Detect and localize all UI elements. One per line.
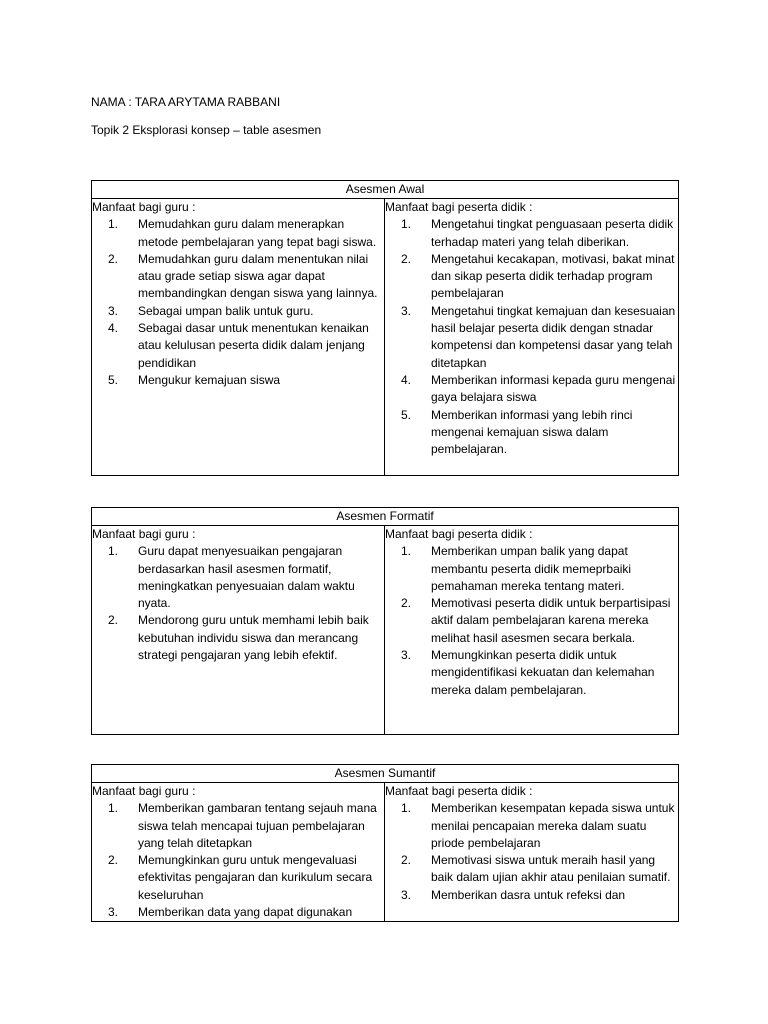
item-text: Sebagai dasar untuk menentukan kenaikan atau kelulusan peserta didik dalam jenjang pendidikan — [138, 321, 369, 370]
item-number: 4. — [108, 321, 119, 336]
table-title: Asesmen Formatif — [92, 508, 679, 526]
list-item — [92, 216, 384, 251]
benefit-list — [385, 543, 678, 699]
table-asesmen-formatif — [91, 507, 679, 735]
list-item — [385, 543, 678, 595]
list-item — [385, 407, 678, 459]
list-item — [385, 216, 678, 251]
item-number: 5. — [108, 372, 119, 387]
list-item — [92, 543, 384, 612]
list-item — [92, 320, 384, 372]
list-item — [92, 852, 384, 904]
benefit-list — [385, 216, 678, 458]
list-item — [385, 647, 678, 699]
item-text: Memberikan informasi yang lebih rinci mengenai kemajuan siswa dalam pembelajaran. — [431, 407, 633, 457]
table-asesmen-awal — [91, 180, 679, 476]
list-item — [385, 852, 678, 887]
item-number: 1. — [401, 217, 412, 232]
benefit-list — [92, 800, 384, 921]
column-heading: Manfaat bagi guru : — [92, 784, 196, 798]
list-item — [385, 595, 678, 647]
item-number: 3. — [401, 887, 412, 902]
benefit-list — [92, 543, 384, 664]
table-title: Asesmen Awal — [92, 181, 679, 199]
item-number: 3. — [108, 303, 119, 318]
item-text: Memberikan data yang dapat digunakan — [138, 905, 353, 920]
list-item — [385, 372, 678, 407]
item-number: 2. — [401, 853, 412, 868]
guru-column — [92, 199, 385, 476]
item-text: Memberikan gambaran tentang sejauh mana siswa telah mencapai tujuan pembelajaran yang telah ditetapkan — [138, 801, 377, 850]
item-number: 2. — [401, 596, 412, 611]
column-heading: Manfaat bagi guru : — [92, 200, 196, 214]
item-number: 1. — [401, 544, 412, 559]
list-item — [92, 800, 384, 852]
table-title: Asesmen Sumantif — [92, 765, 679, 783]
item-text: Mengetahui kecakapan, motivasi, bakat minat dan sikap peserta didik terhadap program pembelajaran — [431, 251, 675, 301]
item-number: 2. — [108, 853, 119, 868]
item-text: Mengetahui tingkat penguasaan peserta didik terhadap materi yang telah diberikan. — [431, 217, 674, 249]
item-number: 3. — [401, 648, 412, 663]
item-number: 2. — [401, 251, 412, 266]
item-text: Guru dapat menyesuaikan pengajaran berdasarkan hasil asesmen formatif, meningkatkan penyesuaian dalam waktu nyata. — [138, 544, 355, 611]
item-text: Memungkinkan peserta didik untuk mengidentifikasi kekuatan dan kelemahan mereka dalam pembelajaran. — [431, 648, 655, 697]
item-text: Memberikan dasra untuk refeksi dan — [431, 887, 626, 902]
item-number: 1. — [108, 544, 119, 559]
column-heading: Manfaat bagi peserta didik : — [385, 527, 533, 541]
item-text: Mengetahui tingkat kemajuan dan kesesuaian hasil belajar peserta didik dengan stnadar kompetensi dan kompetensi dasar yang telah ditetapkan — [431, 303, 676, 370]
siswa-column — [385, 199, 679, 476]
student-name: NAMA : TARA ARYTAMA RABBANI — [91, 95, 281, 109]
list-item — [385, 303, 678, 372]
item-number: 1. — [401, 801, 412, 816]
item-number: 1. — [108, 801, 119, 816]
item-text: Memungkinkan guru untuk mengevaluasi efektivitas pengajaran dan kurikulum secara keseluruhan — [138, 853, 373, 902]
list-item — [92, 303, 384, 320]
item-number: 4. — [401, 372, 412, 387]
item-number: 3. — [401, 303, 412, 318]
item-number: 1. — [108, 217, 119, 232]
column-heading: Manfaat bagi guru : — [92, 527, 196, 541]
benefit-list — [92, 216, 384, 389]
column-heading: Manfaat bagi peserta didik : — [385, 200, 533, 214]
list-item — [92, 251, 384, 303]
list-item — [92, 372, 384, 389]
table-asesmen-sumatif — [91, 764, 679, 922]
topic-title: Topik 2 Eksplorasi konsep – table asesmen — [91, 123, 322, 137]
item-number: 2. — [108, 251, 119, 266]
benefit-list — [385, 800, 678, 904]
item-text: Mengukur kemajuan siswa — [138, 372, 281, 387]
list-item — [385, 887, 678, 904]
item-text: Memotivasi peserta didik untuk berpartisipasi aktif dalam pembelajaran karena mereka melihat hasil asesmen secara berkala. — [431, 596, 671, 645]
item-text: Memudahkan guru dalam menerapkan metode pembelajaran yang tepat bagi siswa. — [138, 217, 377, 249]
siswa-column — [385, 783, 679, 922]
item-text: Memberikan kesempatan kepada siswa untuk menilai pencapaian mereka dalam suatu priode pembelajaran — [431, 801, 675, 850]
item-text: Memberikan informasi kepada guru mengenai gaya belajara siswa — [431, 372, 676, 405]
list-item — [385, 800, 678, 852]
item-number: 3. — [108, 905, 119, 920]
list-item — [92, 612, 384, 664]
guru-column — [92, 526, 385, 735]
item-text: Memudahkan guru dalam menentukan nilai atau grade setiap siswa agar dapat membandingkan dengan siswa yang lainnya. — [138, 251, 378, 301]
item-number: 2. — [108, 613, 119, 628]
list-item — [92, 904, 384, 921]
item-text: Mendorong guru untuk memhami lebih baik kebutuhan individu siswa dan merancang strategi pengajaran yang lebih efektif. — [138, 613, 369, 663]
item-text: Memotivasi siswa untuk meraih hasil yang baik dalam ujian akhir atau penilaian sumatif. — [431, 853, 671, 885]
column-heading: Manfaat bagi peserta didik : — [385, 784, 533, 798]
item-number: 5. — [401, 407, 412, 422]
guru-column — [92, 783, 385, 922]
item-text: Memberikan umpan balik yang dapat membantu peserta didik memeprbaiki pemahaman mereka tentang materi. — [431, 544, 632, 593]
item-text: Sebagai umpan balik untuk guru. — [138, 303, 314, 318]
list-item — [385, 251, 678, 303]
siswa-column — [385, 526, 679, 735]
